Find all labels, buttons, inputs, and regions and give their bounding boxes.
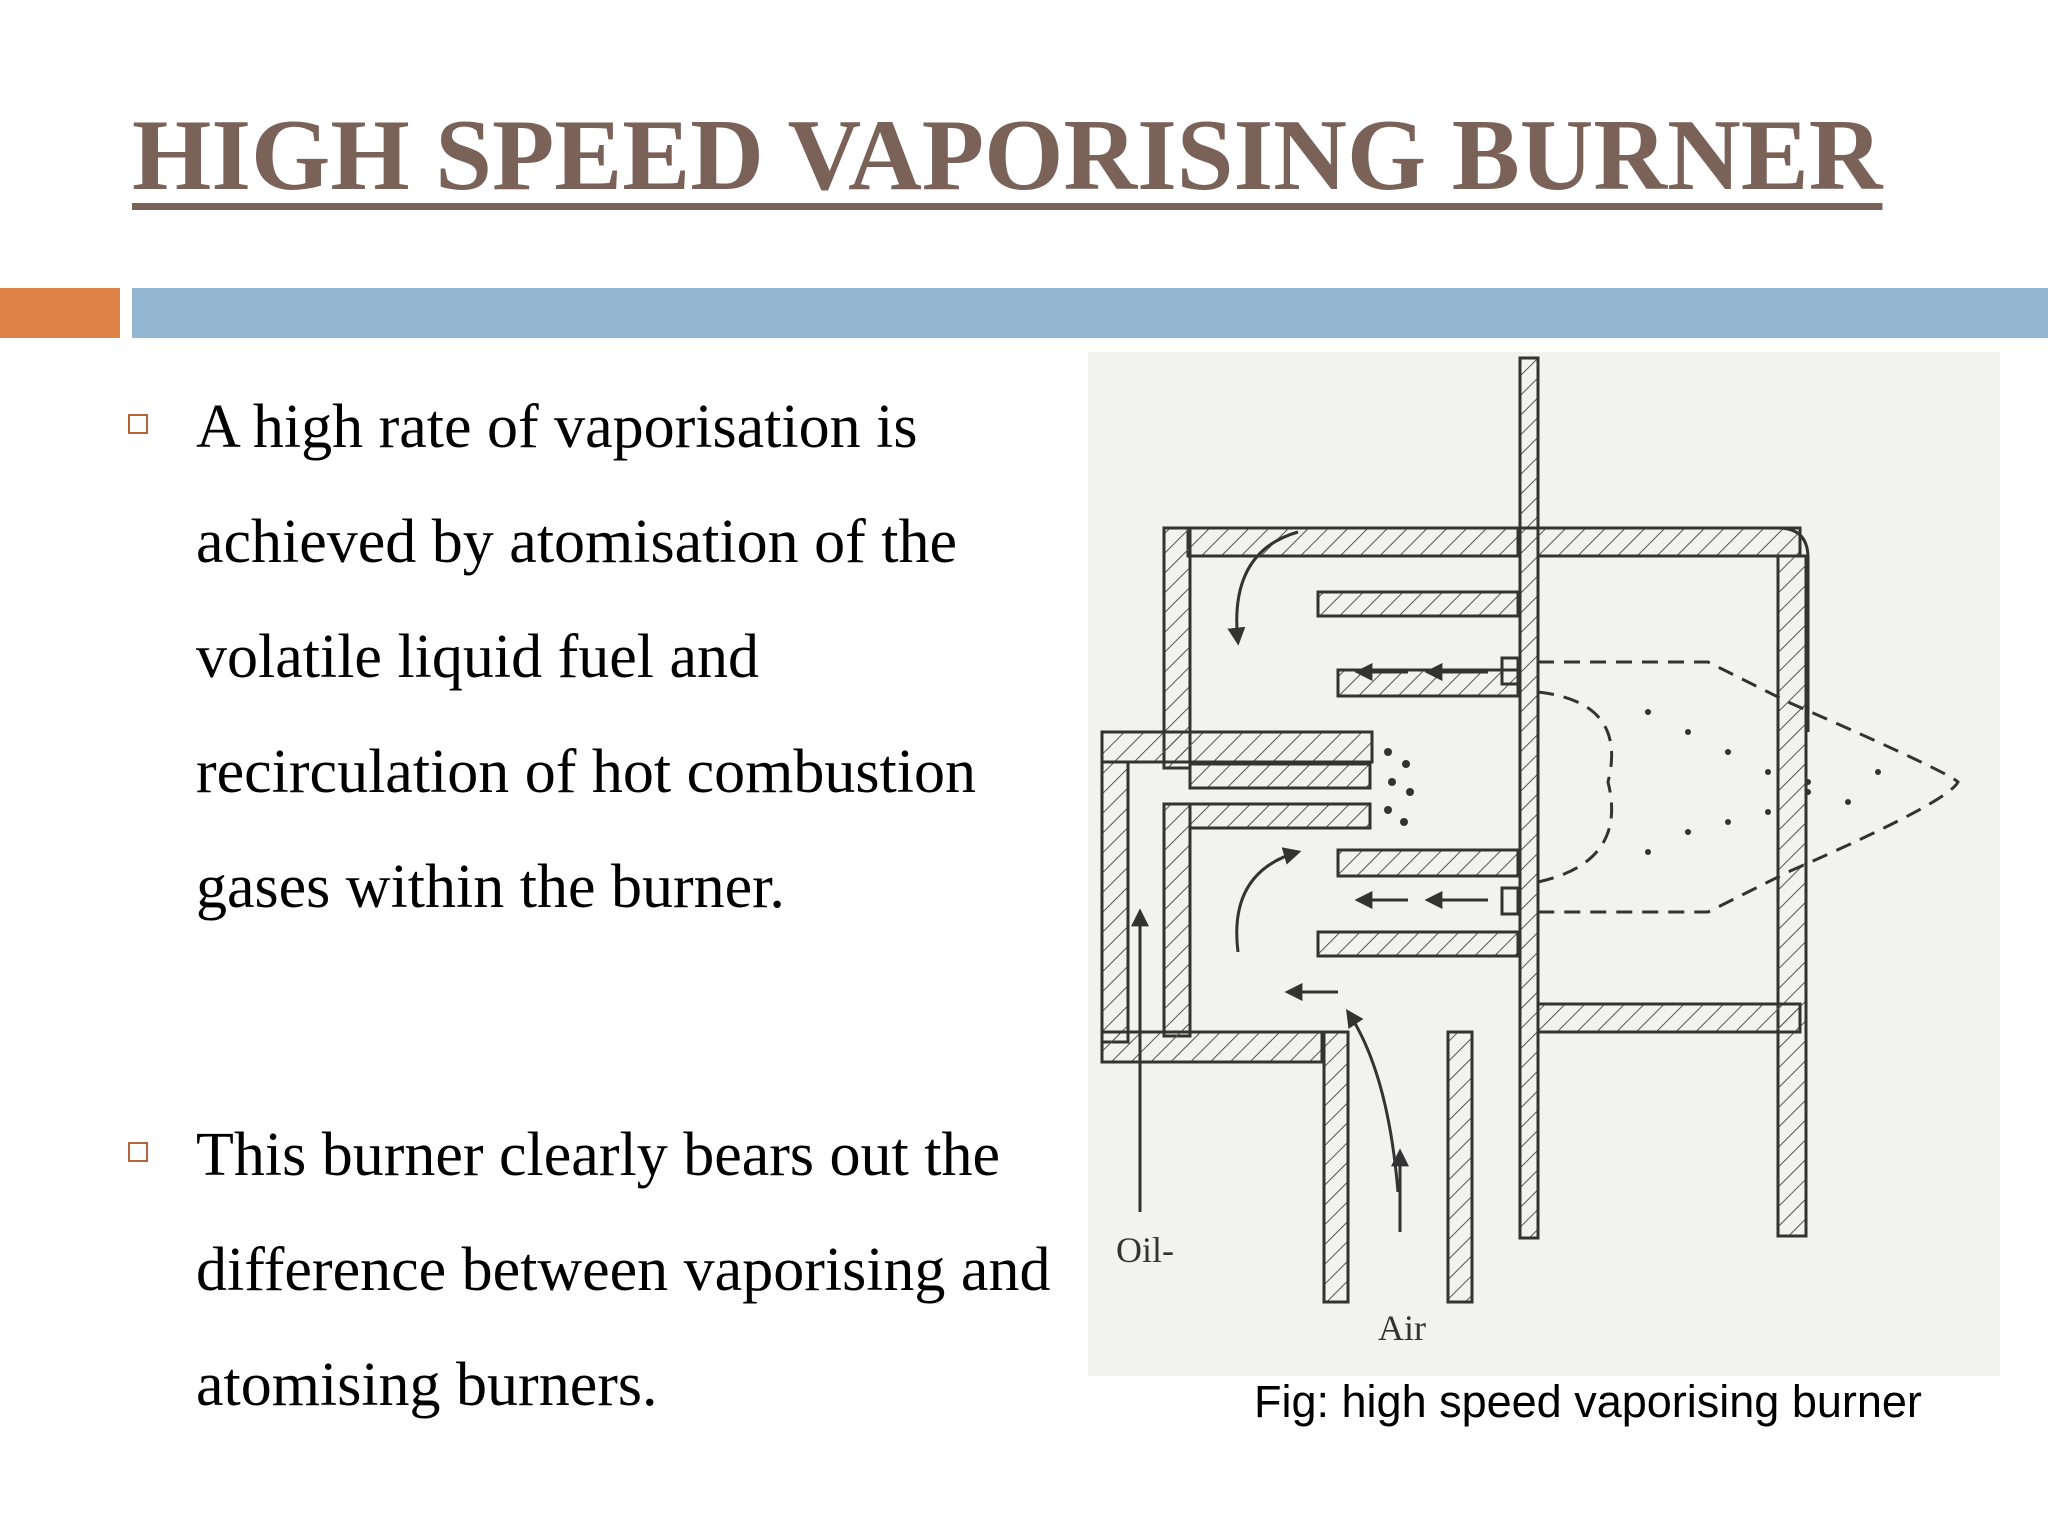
air-label: Air bbox=[1378, 1308, 1426, 1348]
figure-caption: Fig: high speed vaporising burner bbox=[1254, 1376, 1922, 1427]
bullet-text: This burner clearly bears out the difference between vaporising and atomising burners. bbox=[196, 1121, 1051, 1419]
bullet-item bbox=[124, 1098, 1084, 1443]
burner-diagram bbox=[1088, 352, 2000, 1376]
slide-title: HIGH SPEED VAPORISING BURNER bbox=[132, 99, 1883, 212]
center-wall bbox=[1520, 358, 1538, 1238]
accent-bar-blue bbox=[132, 288, 2048, 338]
oil-label: Oil- bbox=[1116, 1230, 1174, 1270]
square-bullet-icon bbox=[128, 414, 148, 434]
square-bullet-icon bbox=[128, 1142, 148, 1162]
accent-bar-orange bbox=[0, 288, 120, 338]
burner-diagram-svg bbox=[1088, 352, 2000, 1376]
bullet-text: A high rate of vaporisation is achieved by atomisation of the volatile liquid fuel and recirculation of hot combustion gases within the burner. bbox=[196, 393, 976, 921]
bullet-item bbox=[124, 370, 1084, 945]
